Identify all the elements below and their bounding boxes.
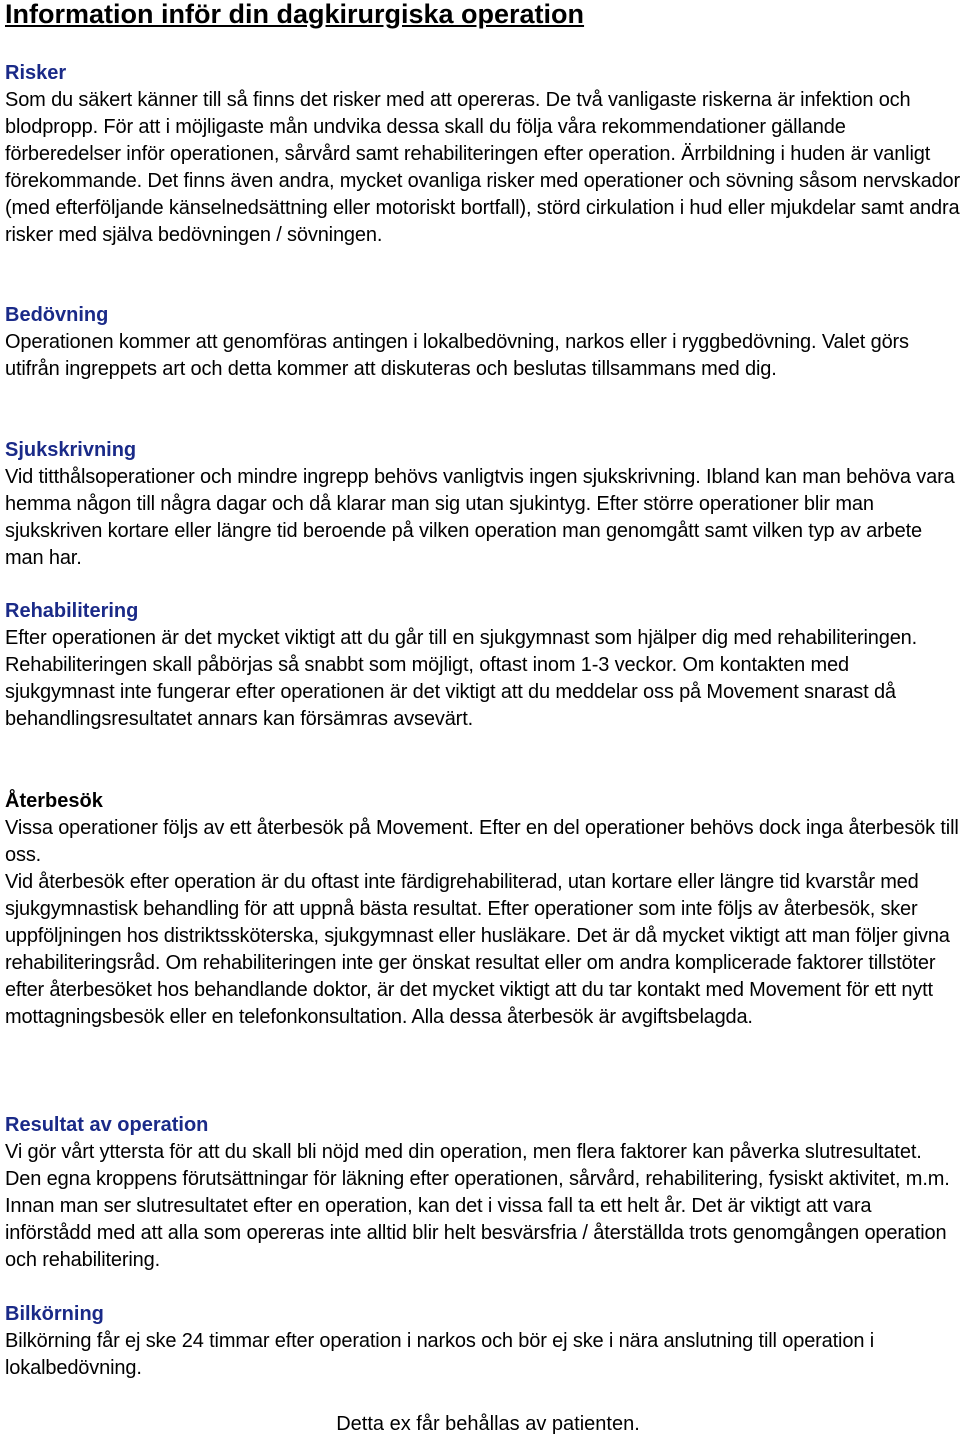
section-heading-resultat: Resultat av operation (5, 1114, 209, 1136)
paragraph-risker: Som du säkert känner till så finns det risker med att opereras. De två vanligaste riskerna är infektion och blodpropp. För att i möjligaste mån undvika dessa skall du följa våra rekommendationer gällande förberedelser inför operationen, sårvård samt rehabiliteringen efter operation. Ärrbildning i huden är vanligt förekommande. Det finns även andra, mycket ovanliga risker med operationer och sövning såsom nervskador (med efterföljande känselnedsättning eller motoriskt bortfall), störd cirkulation i hud eller mjukdelar samt andra risker med själva bedövningen / sövningen. (5, 89, 960, 246)
paragraph-aterbesok-intro: Vissa operationer följs av ett återbesök på Movement. Efter en del operationer behövs dock inga återbesök till oss. (5, 817, 959, 866)
paragraph-aterbesok-details: Vid återbesök efter operation är du oftast inte färdigrehabiliterad, utan kortare eller längre tid kvarstår med sjukgymnastisk behandling för att uppnå bästa resultat. Efter operationer som inte följs av återbesök, sker uppföljningen hos distriktssköterska, sjukgymnast eller husläkare. Det är då mycket viktigt att man följer givna rehabiliteringsråd. Om rehabiliteringen inte ger önskat resultat eller om andra komplicerade faktorer tillstöter efter återbesöket hos behandlande doktor, är det mycket viktigt att du tar kontakt med Movement för ett nytt mottagningsbesök eller en telefonkonsultation. Alla dessa återbesök är avgiftsbelagda. (5, 871, 950, 1028)
document-title: Information inför din dagkirurgiska operation (5, 0, 585, 29)
section-heading-bedovning: Bedövning (5, 304, 109, 326)
section-heading-bilkorning: Bilkörning (5, 1303, 104, 1325)
section-heading-rehabilitering: Rehabilitering (5, 600, 139, 622)
section-sjukskrivning (5, 437, 960, 572)
paragraph-bilkorning: Bilkörning får ej ske 24 timmar efter operation i narkos och bör ej ske i nära anslutning till operation i lokalbedövning. (5, 1330, 874, 1379)
paragraph-sjukskrivning: Vid titthålsoperationer och mindre ingrepp behövs vanligtvis ingen sjukskrivning. Ibland kan man behöva vara hemma någon till några dagar och då klarar man sig utan sjukintyg. Efter större operationer blir man sjukskriven kortare eller längre tid beroende på vilken operation man genomgått samt vilken typ av arbete man har. (5, 466, 955, 569)
paragraph-bedovning: Operationen kommer att genomföras antingen i lokalbedövning, narkos eller i ryggbedövning. Valet görs utifrån ingreppets art och detta kommer att diskuteras och beslutas tillsammans med dig. (5, 331, 909, 380)
footer-note: Detta ex får behållas av patienten. (336, 1413, 640, 1435)
paragraph-resultat: Vi gör vårt yttersta för att du skall bli nöjd med din operation, men flera faktorer kan påverka slutresultatet. Den egna kroppens förutsättningar för läkning efter operationen, sårvård, rehabilitering, fysiskt aktivitet, m.m. Innan man ser slutresultatet efter en operation, kan det i vissa fall ta ett helt år. Det är viktigt att vara införstådd med att alla som opereras inte alltid blir helt besvärsfria / återställda trots genomgången operation och rehabilitering. (5, 1141, 950, 1271)
section-heading-aterbesok: Återbesök (5, 790, 103, 812)
section-aterbesok (5, 788, 960, 1031)
section-rehabilitering (5, 598, 960, 733)
section-bedovning (5, 302, 960, 383)
section-heading-sjukskrivning: Sjukskrivning (5, 439, 137, 461)
section-heading-risker: Risker (5, 62, 67, 84)
section-bilkorning (5, 1301, 960, 1382)
section-resultat (5, 1112, 960, 1274)
section-risker (5, 60, 960, 249)
paragraph-rehabilitering: Efter operationen är det mycket viktigt att du går till en sjukgymnast som hjälper dig med rehabiliteringen. Rehabiliteringen skall påbörjas så snabbt som möjligt, oftast inom 1-3 veckor. Om kontakten med sjukgymnast inte fungerar efter operationen är det viktigt att du meddelar oss på Movement snarast då behandlingsresultatet annars kan försämras avsevärt. (5, 627, 918, 730)
